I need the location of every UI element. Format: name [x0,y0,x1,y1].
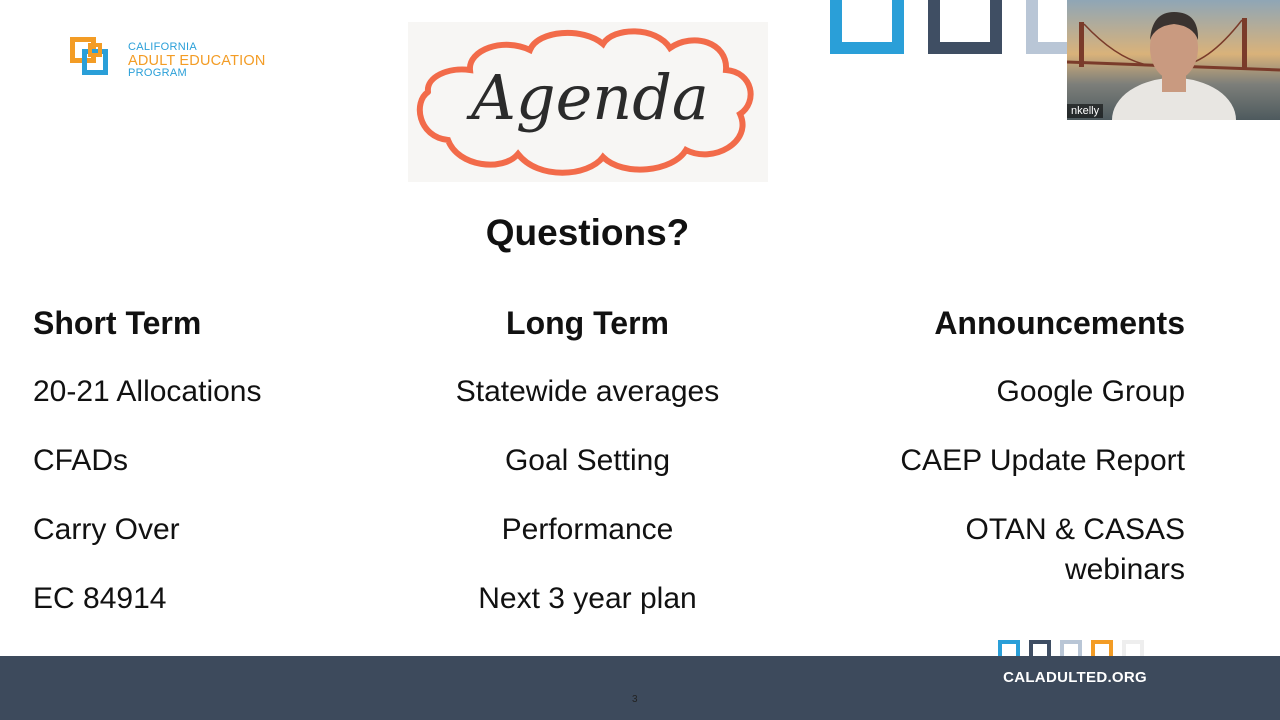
list-item: Goal Setting [504,444,671,477]
footer-website: CALADULTED.ORG [1003,669,1147,686]
agenda-cloud-drawing [408,22,768,182]
column-heading: Long Term [506,305,669,341]
footer-bar [0,656,1280,720]
agenda-text: Agenda [471,61,709,134]
list-item: Carry Over [33,513,180,546]
list-item: CAEP Update Report [900,444,1185,477]
column-heading: Short Term [33,305,202,341]
participant-video-feed [1067,0,1280,120]
list-item: Performance [501,513,674,546]
column-heading: Announcements [934,305,1185,341]
decorative-squares-top [830,0,1080,60]
list-item: CFADs [33,444,129,477]
caep-logo-text [128,42,266,79]
caep-logo [70,37,266,85]
caep-logo-mark [70,37,120,85]
participant-name-label: nkelly [1067,104,1103,118]
list-item: OTAN & CASAS webinars [965,513,1185,586]
participant-video-tile[interactable] [1067,0,1280,120]
logo-line-1: CALIFORNIA [128,41,198,54]
slide-title: Questions? [485,212,690,253]
list-item: Statewide averages [455,375,720,408]
logo-line-3: PROGRAM [128,67,187,80]
list-item: Google Group [996,375,1185,408]
list-item: 20-21 Allocations [33,375,262,408]
slide-page-number: 3 [632,694,638,705]
agenda-cloud-image [408,22,768,182]
column-announcements [835,303,1185,590]
column-long-term [400,303,775,619]
logo-line-2: ADULT EDUCATION [128,52,266,69]
column-short-term [33,303,373,619]
list-item: EC 84914 [33,582,167,615]
list-item: Next 3 year plan [478,582,697,615]
